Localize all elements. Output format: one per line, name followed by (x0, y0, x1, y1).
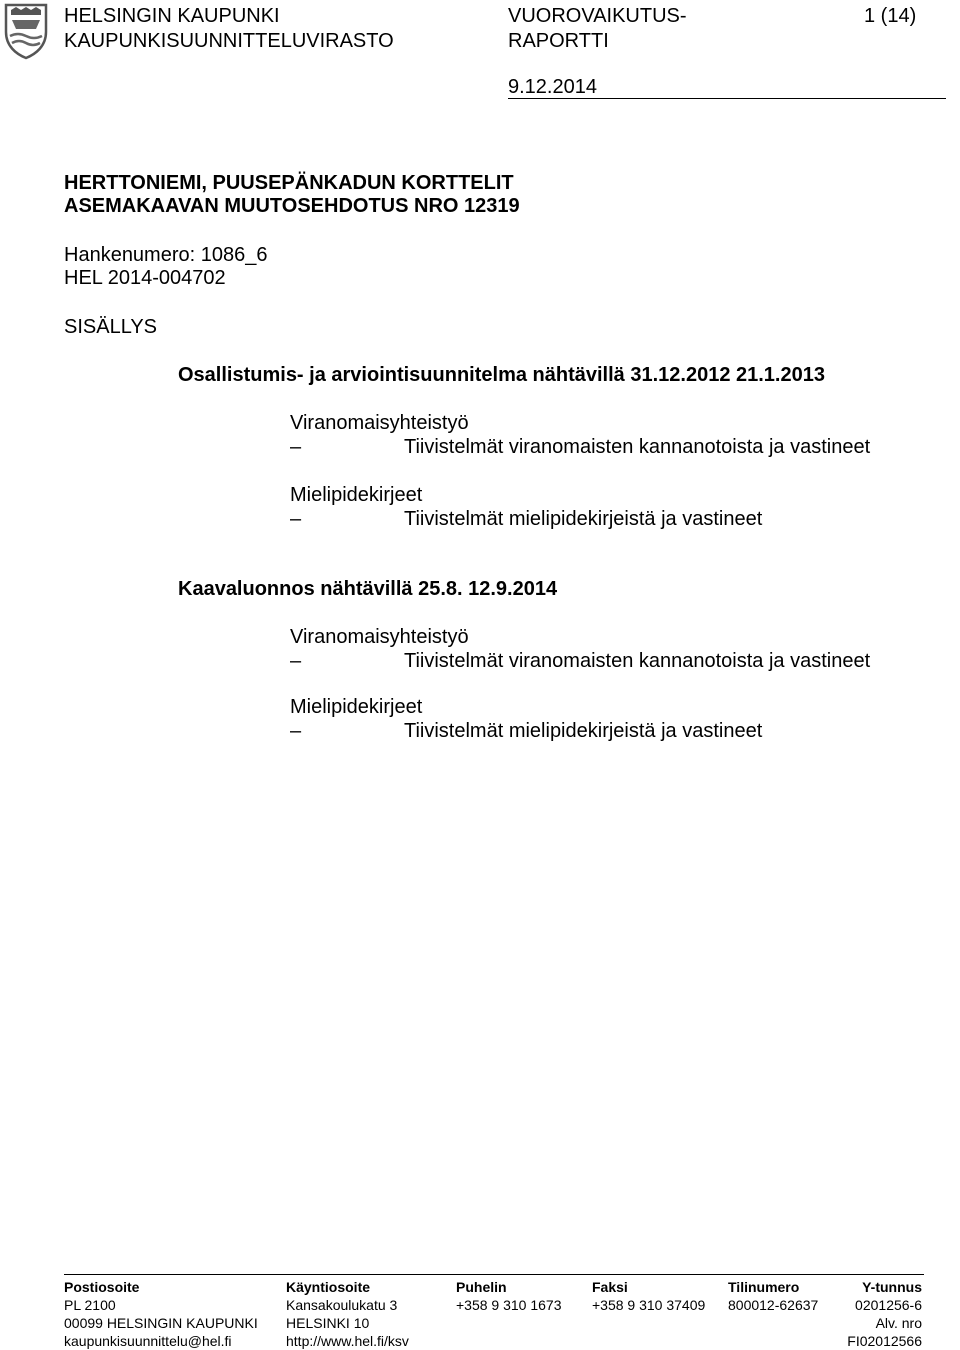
header-divider (508, 98, 946, 99)
footer-heading: Käyntiosoite (286, 1279, 371, 1295)
footer-column-postal (64, 1278, 258, 1350)
footer-divider (64, 1274, 924, 1275)
footer-column-visiting (286, 1278, 409, 1350)
footer-column-phone (456, 1278, 562, 1314)
toc-group-label: Viranomaisyhteistyö (290, 412, 469, 434)
helsinki-coat-of-arms-icon (2, 2, 50, 60)
toc-dash: – (290, 650, 302, 672)
record-number: HEL 2014-004702 (64, 267, 226, 289)
document-type (508, 4, 687, 54)
toc-dash: – (290, 436, 302, 458)
footer-line: PL 2100 (64, 1297, 116, 1313)
document-date: 9.12.2014 (508, 76, 597, 98)
footer-heading: Tilinumero (728, 1279, 800, 1295)
footer-column-account (728, 1278, 818, 1314)
document-type-line-2: RAPORTTI (508, 30, 609, 52)
footer-line: Alv. nro (875, 1315, 922, 1331)
page-title (64, 172, 520, 218)
project-number: Hankenumero: 1086_6 (64, 244, 268, 266)
title-line-2: ASEMAKAAVAN MUUTOSEHDOTUS NRO 12319 (64, 195, 520, 217)
toc-group-label: Mielipidekirjeet (290, 484, 423, 506)
toc-dash: – (290, 720, 302, 742)
footer-line: FI02012566 (847, 1333, 922, 1349)
footer-heading: Y-tunnus (862, 1279, 922, 1295)
page-number: 1 (14) (864, 5, 917, 27)
project-meta (64, 244, 267, 290)
toc-group-label: Viranomaisyhteistyö (290, 626, 469, 648)
footer-website: http://www.hel.fi/ksv (286, 1333, 409, 1349)
toc-heading: SISÄLLYS (64, 316, 158, 338)
document-type-line-1: VUOROVAIKUTUS- (508, 5, 687, 27)
footer-heading: Faksi (592, 1279, 628, 1295)
toc-item: Tiivistelmät mielipidekirjeistä ja vastineet (404, 508, 763, 530)
footer-email: kaupunkisuunnittelu@hel.fi (64, 1333, 232, 1349)
footer-line: +358 9 310 37409 (592, 1297, 706, 1313)
footer-line: HELSINKI 10 (286, 1315, 370, 1331)
organization-name (64, 4, 394, 54)
toc-item: Tiivistelmät viranomaisten kannanotoista ja vastineet (404, 650, 871, 672)
footer-line: +358 9 310 1673 (456, 1297, 562, 1313)
footer-line: Kansakoulukatu 3 (286, 1297, 398, 1313)
organization-line-1: HELSINGIN KAUPUNKI (64, 5, 280, 27)
footer-column-business-id (847, 1278, 922, 1350)
toc-section-title: Kaavaluonnos nähtävillä 25.8. 12.9.2014 (178, 578, 558, 600)
footer-column-fax (592, 1278, 705, 1314)
toc-item: Tiivistelmät mielipidekirjeistä ja vastineet (404, 720, 763, 742)
toc-section-title: Osallistumis- ja arviointisuunnitelma nähtävillä 31.12.2012 21.1.2013 (178, 364, 825, 386)
footer-heading: Postiosoite (64, 1279, 140, 1295)
footer-line: 800012-62637 (728, 1297, 819, 1313)
footer-heading: Puhelin (456, 1279, 507, 1295)
organization-line-2: KAUPUNKISUUNNITTELUVIRASTO (64, 30, 394, 52)
toc-group-label: Mielipidekirjeet (290, 696, 423, 718)
title-line-1: HERTTONIEMI, PUUSEPÄNKADUN KORTTELIT (64, 172, 514, 194)
footer-line: 0201256-6 (855, 1297, 922, 1313)
toc-dash: – (290, 508, 302, 530)
toc-item: Tiivistelmät viranomaisten kannanotoista ja vastineet (404, 436, 871, 458)
footer-line: 00099 HELSINGIN KAUPUNKI (64, 1315, 258, 1331)
